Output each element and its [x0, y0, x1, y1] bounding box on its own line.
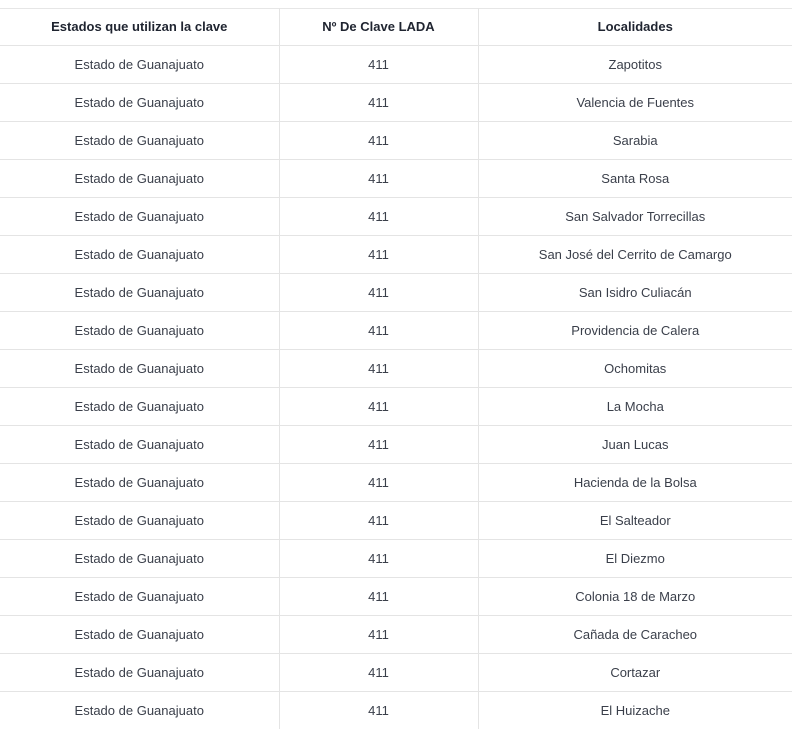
cell-state: Estado de Guanajuato — [0, 84, 279, 122]
cell-locality: Sarabia — [478, 122, 792, 160]
cell-state: Estado de Guanajuato — [0, 198, 279, 236]
cell-locality: El Diezmo — [478, 540, 792, 578]
table-row — [0, 540, 792, 578]
cell-locality: Santa Rosa — [478, 160, 792, 198]
cell-lada-code: 411 — [279, 502, 478, 540]
table-row — [0, 84, 792, 122]
cell-locality: San Salvador Torrecillas — [478, 198, 792, 236]
table-row — [0, 502, 792, 540]
header-lada-code: Nº De Clave LADA — [279, 8, 478, 46]
cell-locality: Cortazar — [478, 654, 792, 692]
cell-locality: San Isidro Culiacán — [478, 274, 792, 312]
cell-state: Estado de Guanajuato — [0, 122, 279, 160]
cell-state: Estado de Guanajuato — [0, 274, 279, 312]
cell-locality: Colonia 18 de Marzo — [478, 578, 792, 616]
lada-table — [0, 8, 792, 729]
cell-locality: San José del Cerrito de Camargo — [478, 236, 792, 274]
cell-locality: Cañada de Caracheo — [478, 616, 792, 654]
cell-state: Estado de Guanajuato — [0, 46, 279, 84]
cell-lada-code: 411 — [279, 692, 478, 729]
cell-lada-code: 411 — [279, 540, 478, 578]
cell-lada-code: 411 — [279, 198, 478, 236]
cell-lada-code: 411 — [279, 654, 478, 692]
cell-state: Estado de Guanajuato — [0, 578, 279, 616]
cell-locality: Providencia de Calera — [478, 312, 792, 350]
table-row — [0, 692, 792, 729]
table-row — [0, 350, 792, 388]
cell-state: Estado de Guanajuato — [0, 464, 279, 502]
cell-state: Estado de Guanajuato — [0, 388, 279, 426]
cell-locality: La Mocha — [478, 388, 792, 426]
table-row — [0, 464, 792, 502]
table-row — [0, 388, 792, 426]
header-localities: Localidades — [478, 8, 792, 46]
cell-locality: Valencia de Fuentes — [478, 84, 792, 122]
cell-state: Estado de Guanajuato — [0, 426, 279, 464]
cell-state: Estado de Guanajuato — [0, 654, 279, 692]
cell-lada-code: 411 — [279, 350, 478, 388]
cell-state: Estado de Guanajuato — [0, 350, 279, 388]
cell-locality: El Huizache — [478, 692, 792, 729]
cell-lada-code: 411 — [279, 46, 478, 84]
cell-locality: Hacienda de la Bolsa — [478, 464, 792, 502]
cell-state: Estado de Guanajuato — [0, 692, 279, 729]
cell-lada-code: 411 — [279, 312, 478, 350]
cell-locality: El Salteador — [478, 502, 792, 540]
cell-locality: Zapotitos — [478, 46, 792, 84]
cell-lada-code: 411 — [279, 236, 478, 274]
header-states: Estados que utilizan la clave — [0, 8, 279, 46]
header-row — [0, 8, 792, 46]
cell-lada-code: 411 — [279, 274, 478, 312]
table-row — [0, 578, 792, 616]
table-body — [0, 46, 792, 729]
cell-lada-code: 411 — [279, 426, 478, 464]
table-header — [0, 8, 792, 46]
cell-locality: Ochomitas — [478, 350, 792, 388]
cell-lada-code: 411 — [279, 84, 478, 122]
table-row — [0, 46, 792, 84]
table-row — [0, 616, 792, 654]
table-row — [0, 426, 792, 464]
cell-state: Estado de Guanajuato — [0, 540, 279, 578]
table-row — [0, 160, 792, 198]
cell-lada-code: 411 — [279, 464, 478, 502]
cell-state: Estado de Guanajuato — [0, 236, 279, 274]
cell-state: Estado de Guanajuato — [0, 502, 279, 540]
cell-state: Estado de Guanajuato — [0, 160, 279, 198]
cell-lada-code: 411 — [279, 388, 478, 426]
table-row — [0, 274, 792, 312]
cell-locality: Juan Lucas — [478, 426, 792, 464]
cell-lada-code: 411 — [279, 616, 478, 654]
table-row — [0, 312, 792, 350]
cell-lada-code: 411 — [279, 578, 478, 616]
table-row — [0, 236, 792, 274]
cell-lada-code: 411 — [279, 122, 478, 160]
cell-state: Estado de Guanajuato — [0, 312, 279, 350]
table-row — [0, 198, 792, 236]
table-row — [0, 122, 792, 160]
cell-lada-code: 411 — [279, 160, 478, 198]
table-row — [0, 654, 792, 692]
cell-state: Estado de Guanajuato — [0, 616, 279, 654]
